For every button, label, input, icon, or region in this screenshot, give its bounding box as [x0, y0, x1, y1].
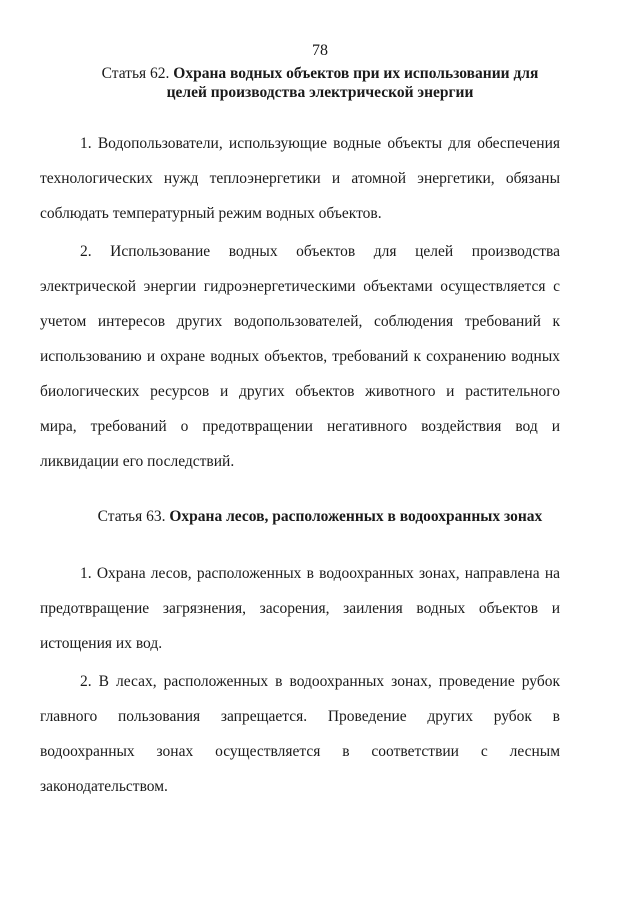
paragraph-line: учетом интересов других водопользователей, соблюдения требований к: [40, 313, 560, 330]
paragraph-line: использованию и охране водных объектов, требований к сохранению водных: [40, 348, 560, 365]
article-63-paragraph-2: [40, 664, 560, 804]
paragraph-line: биологических ресурсов и других объектов животного и растительного: [40, 383, 560, 400]
article-62-label: Статья 62.: [101, 65, 170, 82]
article-62-heading: [40, 64, 600, 102]
paragraph-line: 1. Охрана лесов, расположенных в водоохранных зонах, направлена на: [80, 565, 560, 582]
paragraph-line: 1. Водопользователи, использующие водные объекты для обеспечения: [80, 135, 560, 152]
paragraph-line: предотвращение загрязнения, засорения, заиления водных объектов и: [40, 600, 560, 617]
paragraph-line: 2. В лесах, расположенных в водоохранных зонах, проведение рубок: [80, 673, 560, 690]
article-62-paragraph-1: [40, 126, 560, 231]
paragraph-line: технологических нужд теплоэнергетики и атомной энергетики, обязаны: [40, 170, 560, 187]
page-number: 78: [312, 42, 328, 59]
paragraph-line: законодательством.: [40, 778, 168, 795]
paragraph-line: водоохранных зонах осуществляется в соответствии с лесным: [40, 743, 560, 760]
article-63-heading: [40, 507, 600, 526]
article-62-paragraph-2: [40, 234, 560, 479]
article-62-title-line2: целей производства электрической энергии: [166, 84, 474, 101]
paragraph-line: истощения их вод.: [40, 635, 163, 652]
article-63-label: Статья 63.: [97, 508, 166, 525]
article-63-paragraph-1: [40, 556, 560, 661]
article-62-title-line1: Охрана водных объектов при их использовании для: [173, 65, 539, 82]
paragraph-line: мира, требований о предотвращении негативного воздействия вод и: [40, 418, 560, 435]
paragraph-line: электрической энергии гидроэнергетическими объектами осуществляется с: [40, 278, 560, 295]
paragraph-line: главного пользования запрещается. Проведение других рубок в: [40, 708, 560, 725]
paragraph-line: соблюдать температурный режим водных объектов.: [40, 205, 382, 222]
paragraph-line: ликвидации его последствий.: [40, 453, 235, 470]
article-62-heading-line1: [40, 64, 600, 83]
paragraph-line: 2. Использование водных объектов для целей производства: [80, 243, 560, 260]
article-63-title: Охрана лесов, расположенных в водоохранных зонах: [169, 508, 543, 525]
